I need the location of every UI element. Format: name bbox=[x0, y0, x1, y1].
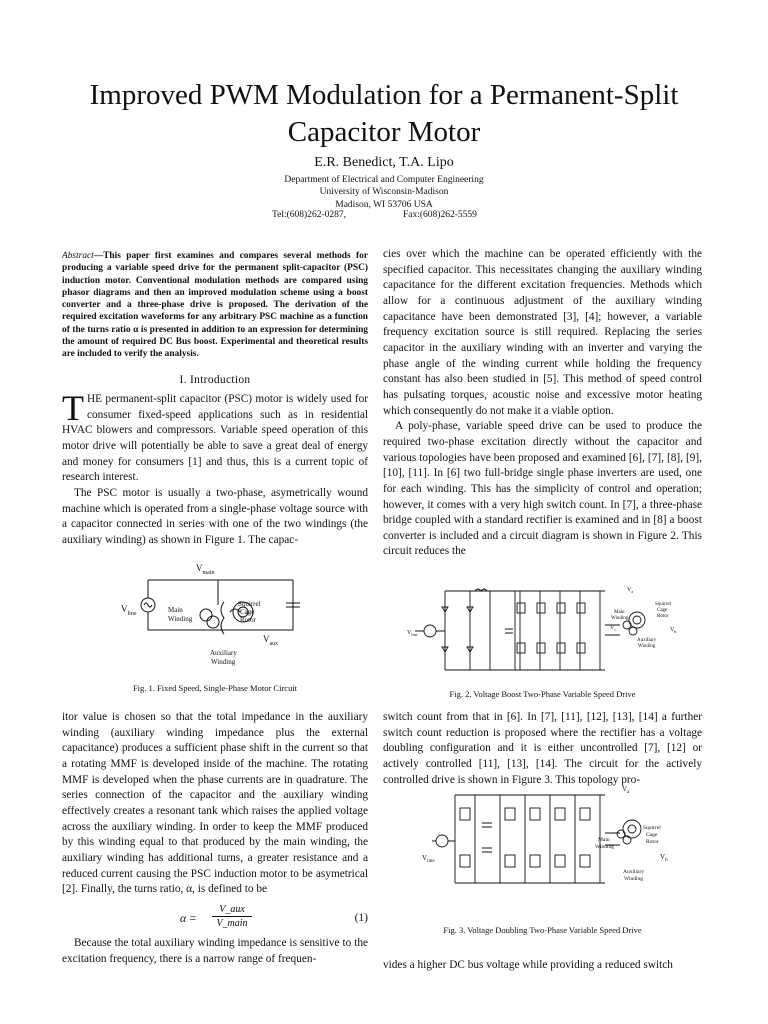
rotor-label: Squirrel Cage Rotor bbox=[655, 602, 672, 619]
vline-label: $V_{line}$ bbox=[407, 630, 418, 637]
aux-winding-label: Auxiliary Winding bbox=[637, 638, 657, 649]
section-heading: I. Introduction bbox=[179, 374, 251, 386]
aux-winding-label: Auxiliary Winding bbox=[210, 649, 237, 666]
right-column-text-3 bbox=[383, 958, 702, 974]
paragraph: A poly-phase, variable speed drive can be used to produce the required two-phase excitation directly without the capacitor and various topologies have been proposed and examined [6], [7], [8], [9], [10], [11]. In [6] two full-bridge single phase inverters are used, one for each winding. This has the simplicity of control and operation; however, it comes with a very high switch count. In [7], a three-phase bridge coupled with a standard rectifier is examined and in [8] a boost converter is included and a circuit diagram is shown in Figure 2. This circuit reduces the bbox=[383, 420, 702, 558]
authors: E.R. Benedict, T.A. Lipo bbox=[314, 155, 454, 170]
abstract bbox=[62, 250, 368, 361]
telephone: Tel:(608)262-0287, bbox=[272, 210, 347, 220]
paragraph: cies over which the machine can be operated efficiently with the specified capacitor. This necessitates changing the auxiliary winding capacitance for the different excitation frequencies. Methods which allow for a continuous adjustment of the auxiliary winding capacitance have been demonstrated [3], [4]; however, a variable frequency excitation source is still required. Replacing the series capacitor in the auxiliary winding with an inverter and varying the phase angle of the winding current while holding the frequency constant has also been studied in [5]. This method of speed control has pulsating torques, acoustic noise and excessive motor heating which consequently do not make it a viable option. bbox=[383, 248, 702, 417]
abstract-label: Abstract bbox=[62, 251, 94, 261]
right-column-text-1 bbox=[383, 247, 702, 560]
figure-1-circuit bbox=[118, 560, 318, 672]
equation-lhs: α = bbox=[180, 913, 197, 925]
equation-denominator: V_main bbox=[216, 918, 248, 929]
paragraph: itor value is chosen so that the total impedance in the auxiliary winding (auxiliary winding impedance plus the external capacitance) produces a sufficient phase shift in the current so that a rotating MMF is developed inside of the machine. The rotating MMF is developed when the phase currents are in quadrature. The series connection of the capacitor and the auxiliary winding effectively creates a resonant tank which raises the applied voltage across the auxiliary winding. In order to keep the MMF produced by this winding equal to that produced by the main winding, the auxiliary winding has additional turns, a greater resistance and a reduced current causing the PSC induction motor to be asymetrical [2]. Finally, the turns ratio, α, is defined to be bbox=[62, 711, 368, 896]
vline-label: $V_{line}$ bbox=[422, 854, 435, 864]
paper-title bbox=[40, 77, 728, 151]
vc-label: $V_c$ bbox=[610, 625, 617, 632]
equation-numerator: V_aux bbox=[212, 903, 252, 917]
introduction-text bbox=[62, 388, 368, 549]
v-main-label: $V_{main}$ bbox=[196, 563, 215, 576]
affiliation-line: University of Wisconsin-Madison bbox=[319, 187, 449, 198]
aux-winding-label: Auxiliary Winding bbox=[623, 869, 645, 882]
v-aux-label: $V_{aux}$ bbox=[263, 634, 279, 647]
equation-number: (1) bbox=[354, 912, 368, 924]
main-winding-label: Main Winding bbox=[168, 606, 193, 623]
intro-paragraph-1: HE permanent-split capacitor (PSC) motor is widely used for consumer fixed-speed applications such as in residential HVAC blowers and compressors. Variable speed operation of this motor drive will potentially be able to save a great deal of energy and money for consumers [1] and thus, this is a current topic of research interest. bbox=[62, 393, 368, 484]
paragraph: switch count from that in [6]. In [7], [11], [12], [13], [14] a further switch count reduction is proposed where the rectifier has a voltage doubling configuration and it is either uncontrolled [7], [12] or actively controlled [11], [13], [14]. The circuit for the actively controlled drive is shown in Figure 3. This topology pro- bbox=[383, 711, 702, 786]
right-column-text-2 bbox=[383, 710, 702, 788]
rotor-label: Squirrel Cage Rotor bbox=[238, 600, 261, 624]
affiliation-line: Department of Electrical and Computer Engineering bbox=[284, 175, 484, 185]
paragraph: vides a higher DC bus voltage while providing a reduced switch bbox=[383, 959, 673, 971]
abstract-text: —This paper first examines and compares several methods for producing a variable speed drive for the permanent split-capacitor (PSC) induction motor. Conventional modulation methods are compared using phasor diagrams and then an improved modulation scheme using a boost converter and a three-phase drive is proposed. The derivation of the required excitation waveforms for any arbitrary PSC machine as a function of the turns ratio α is presented in addition to an expression for determining the amount of required DC Bus boost. Experimental and theoretical results are included to verify the analysis. bbox=[62, 251, 368, 360]
figure-1-caption: Fig. 1. Fixed Speed, Single-Phase Motor Circuit bbox=[132, 683, 298, 693]
left-column-text-3 bbox=[62, 936, 368, 967]
left-column-text-2 bbox=[62, 710, 368, 898]
title-line-2: Capacitor Motor bbox=[287, 116, 481, 148]
affiliation bbox=[0, 174, 768, 211]
main-winding-label: Main Winding bbox=[611, 610, 629, 621]
paragraph: Because the total auxiliary winding impedance is sensitive to the excitation frequency, there is a narrow range of frequen- bbox=[62, 937, 368, 965]
figure-2-circuit bbox=[405, 585, 685, 680]
equation-fraction bbox=[212, 903, 252, 930]
affiliation-line: Madison, WI 53706 USA bbox=[335, 199, 433, 210]
va-label: $V_a$ bbox=[627, 587, 634, 594]
rotor-label: Squirrel Cage Rotor bbox=[643, 825, 661, 845]
figure-3-circuit bbox=[420, 783, 685, 893]
title-line-1: Improved PWM Modulation for a Permanent-Split bbox=[89, 79, 679, 111]
equation-1 bbox=[62, 903, 368, 935]
main-winding-label: Main Winding bbox=[595, 837, 615, 850]
figure-3-caption: Fig. 3. Voltage Doubling Two-Phase Variable Speed Drive bbox=[443, 925, 642, 935]
vb-label: $V_b$ bbox=[660, 853, 668, 863]
drop-cap: T bbox=[62, 388, 84, 428]
vb-label: $V_b$ bbox=[670, 627, 677, 634]
intro-paragraph-2: The PSC motor is usually a two-phase, asymetrically wound machine which is operated from a single-phase voltage source with a capacitor connected in series with one of the two windings (the auxiliary winding) as shown in Figure 1. The capac- bbox=[62, 486, 368, 546]
v-line-label: $V_{line}$ bbox=[121, 604, 137, 617]
figure-2-caption: Fig. 2. Voltage Boost Two-Phase Variable Speed Drive bbox=[449, 689, 636, 699]
va-label: $V_a$ bbox=[622, 785, 630, 795]
fax: Fax:(608)262-5559 bbox=[403, 210, 477, 220]
